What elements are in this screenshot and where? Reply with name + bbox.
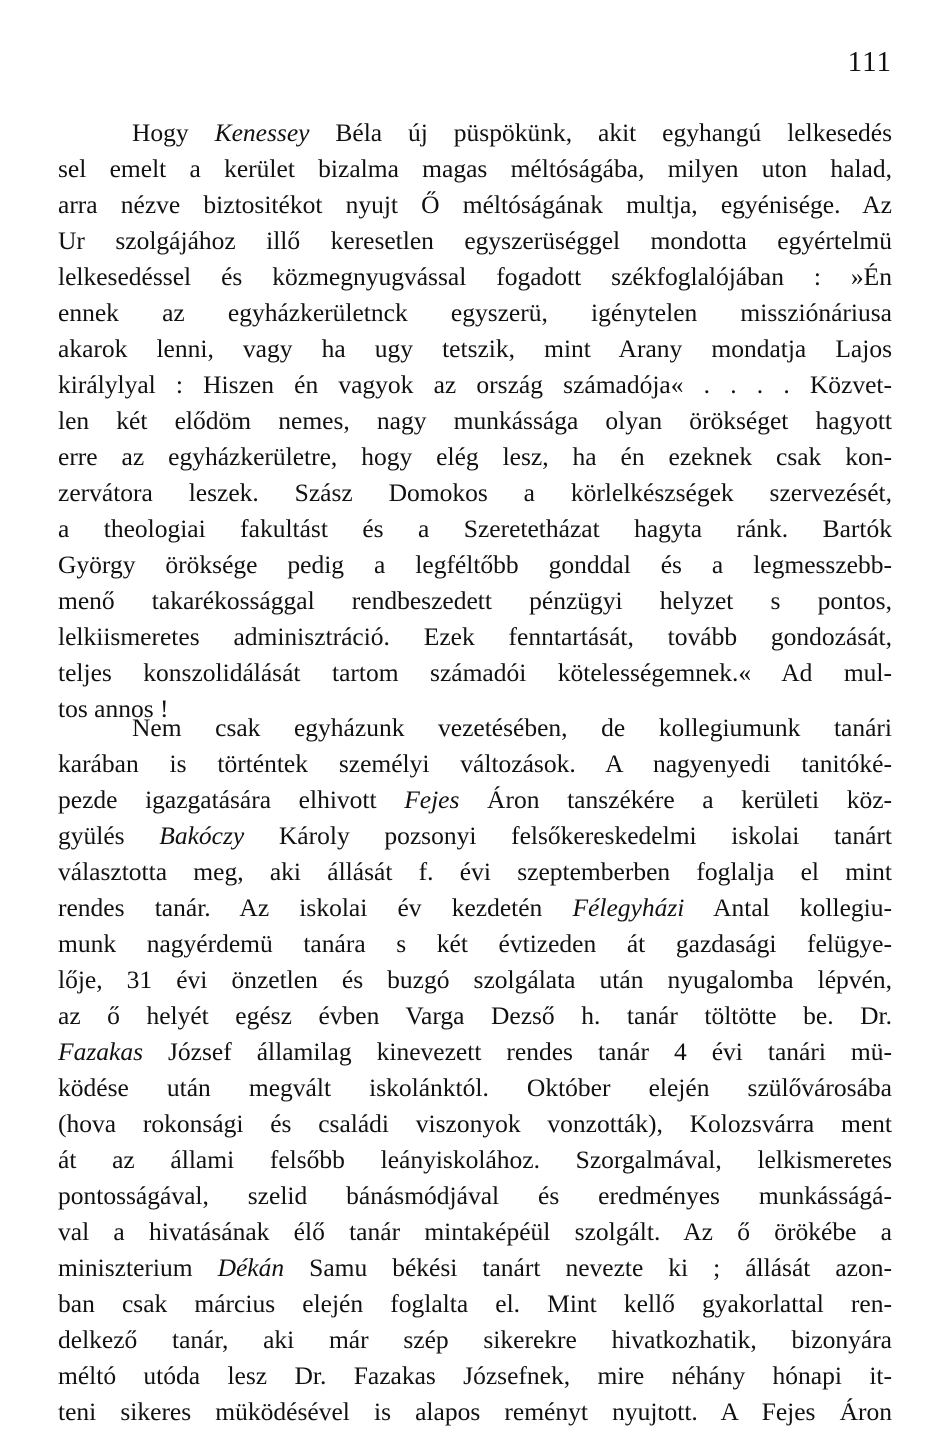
text-line — [58, 187, 892, 223]
paragraph-1 — [58, 115, 892, 727]
text-line — [58, 1358, 892, 1394]
line-text: arra nézve biztositékot nyujt Ő méltóságának multja, egyénisége. Az — [58, 190, 892, 219]
paragraph-2 — [58, 710, 892, 1430]
line-text: gyülés — [58, 821, 160, 850]
line-text: Antal kollegiu- — [684, 893, 893, 922]
text-line — [58, 962, 892, 998]
line-text: az ő helyét egész évben Varga Dezső h. tanár töltötte be. Dr. — [58, 1001, 892, 1030]
line-text: miniszterium — [58, 1253, 218, 1282]
line-text: len két elődöm nemes, nagy munkássága olyan örökséget hagyott — [58, 406, 892, 435]
text-line — [58, 818, 892, 854]
page-number: 111 — [847, 46, 892, 78]
text-line — [58, 1142, 892, 1178]
line-text: méltó utóda lesz Dr. Fazakas Józsefnek, mire néhány hónapi it- — [58, 1361, 892, 1390]
line-text: val a hivatásának élő tanár mintaképéül szolgált. Az ő örökébe a — [58, 1217, 892, 1246]
text-line — [58, 403, 892, 439]
line-text: Béla új püspökünk, akit egyhangú lelkesedés — [309, 118, 893, 147]
line-text: ennek az egyházkerületnck egyszerü, igénytelen missziónáriusa — [58, 298, 892, 327]
line-text: menő takarékossággal rendbeszedett pénzügyi helyzet s pontos, — [58, 586, 892, 615]
text-line — [58, 439, 892, 475]
text-line — [58, 331, 892, 367]
text-line — [58, 1322, 892, 1358]
italic-name: Kenessey — [214, 118, 310, 147]
text-line — [58, 998, 892, 1034]
text-line — [58, 1394, 892, 1430]
italic-name: Fejes — [404, 785, 460, 814]
line-text: rendes tanár. Az iskolai év kezdetén — [58, 893, 573, 922]
line-text: Hogy — [132, 118, 215, 147]
text-line — [58, 295, 892, 331]
line-text: pezde igazgatására elhivott — [58, 785, 405, 814]
text-line — [58, 890, 892, 926]
line-text: át az állami felsőbb leányiskolához. Szorgalmával, lelkismeretes — [58, 1145, 892, 1174]
text-line — [58, 511, 892, 547]
line-text: sel emelt a kerület bizalma magas méltóságába, milyen uton halad, — [58, 154, 892, 183]
line-text: Nem csak egyházunk vezetésében, de kollegiumunk tanári — [132, 713, 892, 742]
line-text: ködése után megvált iskolánktól. Október elején szülővárosába — [58, 1073, 892, 1102]
text-line — [58, 367, 892, 403]
text-line — [58, 1250, 892, 1286]
text-line — [58, 746, 892, 782]
line-text: teni sikeres müködésével is alapos reményt nyujtott. A Fejes Áron — [58, 1397, 892, 1426]
text-line — [58, 475, 892, 511]
text-line — [58, 547, 892, 583]
line-text: lelkesedéssel és közmegnyugvással fogadott székfoglalójában : »Én — [58, 262, 892, 291]
line-text: tos annos ! — [58, 694, 169, 723]
italic-name: Fazakas — [58, 1037, 143, 1066]
text-line — [58, 1070, 892, 1106]
text-line — [58, 583, 892, 619]
line-text: (hova rokonsági és családi viszonyok vonzották), Kolozsvárra ment — [58, 1109, 892, 1138]
line-text: zervátora leszek. Szász Domokos a körlelkészségek szervezését, — [58, 478, 892, 507]
italic-name: Dékán — [217, 1253, 285, 1282]
line-text: munk nagyérdemü tanára s két évtizeden át gazdasági felügye- — [58, 929, 892, 958]
text-line — [58, 926, 892, 962]
line-text: erre az egyházkerületre, hogy elég lesz, ha én ezeknek csak kon- — [58, 442, 892, 471]
line-text: a theologiai fakultást és a Szeretetházat hagyta ránk. Bartók — [58, 514, 892, 543]
text-line — [58, 259, 892, 295]
line-text: karában is történtek személyi változások. A nagyenyedi tanitóké- — [58, 749, 892, 778]
italic-name: Félegyházi — [572, 893, 685, 922]
line-text: Ur szolgájához illő keresetlen egyszerüséggel mondotta egyértelmü — [58, 226, 892, 255]
text-line — [58, 151, 892, 187]
line-text: lelkiismeretes adminisztráció. Ezek fenntartását, tovább gondozását, — [58, 622, 892, 651]
text-line — [58, 223, 892, 259]
line-text: György öröksége pedig a legféltőbb gonddal és a legmesszebb- — [58, 550, 892, 579]
line-text: Károly pozsonyi felsőkereskedelmi iskolai tanárt — [244, 821, 892, 850]
text-line — [58, 115, 892, 151]
italic-name: Bakóczy — [159, 821, 245, 850]
line-text: Samu békési tanárt nevezte ki ; állását azon- — [284, 1253, 892, 1282]
line-text: Áron tanszékére a kerületi köz- — [459, 785, 893, 814]
text-line — [58, 782, 892, 818]
line-text: pontosságával, szelid bánásmódjával és eredményes munkásságá- — [58, 1181, 892, 1210]
line-text: ban csak március elején foglalta el. Mint kellő gyakorlattal ren- — [58, 1289, 892, 1318]
text-line — [58, 854, 892, 890]
text-line — [58, 1034, 892, 1070]
line-text: József államilag kinevezett rendes tanár 4 évi tanári mü- — [143, 1037, 892, 1066]
text-line — [58, 655, 892, 691]
text-line — [58, 619, 892, 655]
line-text: lője, 31 évi önzetlen és buzgó szolgálata után nyugalomba lépvén, — [58, 965, 892, 994]
line-text: akarok lenni, vagy ha ugy tetszik, mint Arany mondatja Lajos — [58, 334, 892, 363]
line-text: választotta meg, aki állását f. évi szeptemberben foglalja el mint — [58, 857, 892, 886]
line-text: delkező tanár, aki már szép sikerekre hivatkozhatik, bizonyára — [58, 1325, 892, 1354]
text-line — [58, 1214, 892, 1250]
text-line — [58, 1178, 892, 1214]
line-text: teljes konszolidálását tartom számadói kötelességemnek.« Ad mul- — [58, 658, 892, 687]
line-text: királylyal : Hiszen én vagyok az ország számadója« . . . . Közvet- — [58, 370, 892, 399]
text-line — [58, 1106, 892, 1142]
text-line — [58, 1286, 892, 1322]
text-line — [58, 710, 892, 746]
